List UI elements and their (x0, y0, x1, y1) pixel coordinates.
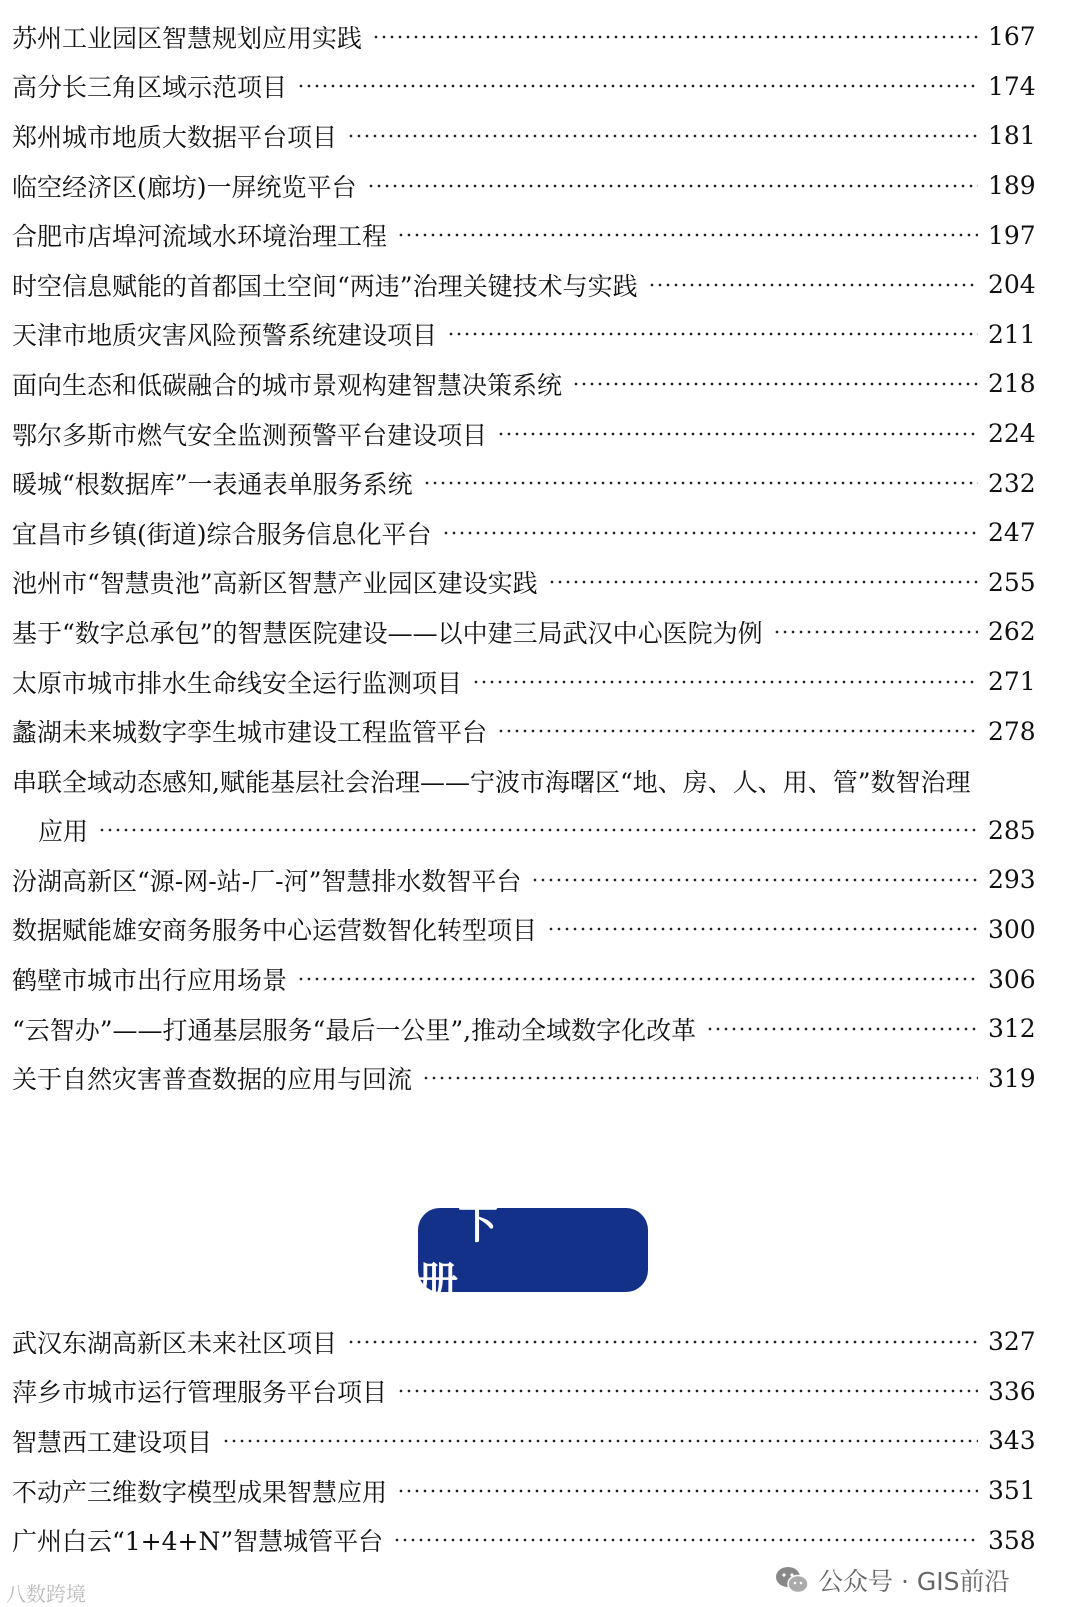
toc-entry-page-number: 181 (988, 121, 1036, 151)
toc-entry-title: 面向生态和低碳融合的城市景观构建智慧决策系统 (12, 370, 563, 400)
toc-entry-page-number: 211 (988, 319, 1036, 349)
toc-entry (12, 558, 1036, 608)
wechat-icon (774, 1565, 810, 1595)
toc-entry (12, 1515, 1036, 1565)
toc-entry (12, 806, 1036, 856)
toc-entry (12, 62, 1036, 112)
toc-entry (12, 12, 1036, 62)
toc-entry-title: 鹤壁市城市出行应用场景 (12, 966, 288, 996)
toc-entry-title: 暖城“根数据库”一表通表单服务系统 (12, 470, 413, 500)
toc-entry (12, 210, 1036, 260)
toc-entry-title: 不动产三维数字模型成果智慧应用 (12, 1477, 388, 1507)
toc-entry (12, 310, 1036, 360)
toc-entry-page-number: 312 (988, 1014, 1036, 1044)
toc-entry-title: 天津市地质灾害风险预警系统建设项目 (12, 321, 438, 351)
toc-entry (12, 905, 1036, 955)
toc-entry-title: 合肥市店埠河流域水环境治理工程 (12, 222, 388, 252)
toc-entry-page-number: 232 (988, 468, 1036, 498)
toc-entry-title: 萍乡市城市运行管理服务平台项目 (12, 1378, 388, 1408)
toc-entry-page-number: 204 (988, 270, 1036, 300)
toc-entry (12, 1367, 1036, 1417)
toc-entry-page-number: 327 (988, 1327, 1036, 1357)
toc-entry-page-number: 351 (988, 1476, 1036, 1506)
watermark-right-label: 公众号 · GIS前沿 (818, 1567, 1010, 1596)
toc-entry (12, 1466, 1036, 1516)
toc-dot-leader (531, 877, 978, 883)
toc-entry-title: 关于自然灾害普查数据的应用与回流 (12, 1065, 413, 1095)
toc-dot-leader (648, 282, 978, 288)
toc-dot-leader (547, 926, 978, 932)
toc-entry-title: 武汉东湖高新区未来社区项目 (12, 1328, 338, 1358)
toc-entry-page-number: 262 (988, 617, 1036, 647)
toc-dot-leader (347, 133, 978, 139)
toc-entry (12, 1317, 1036, 1367)
toc-dot-leader (397, 1488, 978, 1494)
toc-dot-leader (393, 1537, 978, 1543)
toc-entry-title: 鄂尔多斯市燃气安全监测预警平台建设项目 (12, 420, 488, 450)
toc-entry-title: 智慧西工建设项目 (12, 1427, 213, 1457)
toc-entry (12, 607, 1036, 657)
toc-entry-title: 汾湖高新区“源-网-站-厂-河”智慧排水数智平台 (12, 866, 522, 896)
toc-entry (12, 657, 1036, 707)
toc-entry-page-number: 197 (988, 220, 1036, 250)
toc-entry-title: 蠡湖未来城数字孪生城市建设工程监管平台 (12, 718, 488, 748)
toc-dot-leader (472, 679, 978, 685)
toc-dot-leader (572, 381, 978, 387)
toc-lower-list (12, 1317, 1036, 1565)
toc-entry (12, 1416, 1036, 1466)
toc-entry-page-number: 278 (988, 716, 1036, 746)
section-badge-label: 下 册 (418, 1202, 538, 1305)
toc-entry-page-number: 247 (988, 518, 1036, 548)
toc-entry-title: 应用 (38, 817, 89, 847)
toc-entry-page-number: 285 (988, 815, 1036, 845)
toc-entry-page-number: 174 (988, 71, 1036, 101)
toc-dot-leader (297, 976, 978, 982)
toc-entry-title: 池州市“智慧贵池”高新区智慧产业园区建设实践 (12, 569, 538, 599)
toc-dot-leader (372, 34, 978, 40)
toc-entry-title: 郑州城市地质大数据平台项目 (12, 122, 338, 152)
toc-dot-leader (397, 1388, 978, 1394)
toc-upper-list (12, 12, 1036, 1103)
toc-entry-title: 太原市城市排水生命线安全运行监测项目 (12, 668, 463, 698)
toc-entry-title: “云智办”——打通基层服务“最后一公里”,推动全域数字化改革 (12, 1015, 697, 1045)
toc-dot-leader (222, 1438, 978, 1444)
toc-entry (12, 756, 1032, 806)
toc-entry-page-number: 255 (988, 567, 1036, 597)
toc-entry (12, 409, 1036, 459)
toc-dot-leader (422, 1075, 978, 1081)
toc-entry (12, 954, 1036, 1004)
toc-entry-title: 数据赋能雄安商务服务中心运营数智化转型项目 (12, 916, 538, 946)
toc-dot-leader (706, 1026, 978, 1032)
toc-entry-title: 临空经济区(廊坊)一屏统览平台 (12, 172, 357, 202)
toc-entry (12, 706, 1036, 756)
toc-entry (12, 260, 1036, 310)
toc-entry-page-number: 218 (988, 369, 1036, 399)
toc-entry (12, 458, 1036, 508)
toc-entry-page-number: 293 (988, 865, 1036, 895)
toc-entry-title: 基于“数字总承包”的智慧医院建设——以中建三局武汉中心医院为例 (12, 618, 763, 648)
toc-entry (12, 855, 1036, 905)
toc-entry (12, 1053, 1036, 1103)
toc-dot-leader (367, 183, 978, 189)
toc-dot-leader (447, 331, 978, 337)
toc-entry-title: 苏州工业园区智慧规划应用实践 (12, 23, 363, 53)
watermark-left: 八数跨境 (6, 1582, 86, 1606)
toc-dot-leader (442, 530, 978, 536)
toc-dot-leader (297, 83, 978, 89)
toc-dot-leader (497, 728, 978, 734)
toc-entry-page-number: 343 (988, 1426, 1036, 1456)
toc-entry (12, 359, 1036, 409)
toc-entry-page-number: 358 (988, 1525, 1036, 1555)
toc-dot-leader (347, 1339, 978, 1345)
toc-dot-leader (497, 431, 978, 437)
toc-entry (12, 508, 1036, 558)
toc-entry (12, 1004, 1036, 1054)
toc-entry-page-number: 336 (988, 1376, 1036, 1406)
toc-entry-title: 广州白云“1+4+N”智慧城管平台 (12, 1527, 384, 1557)
toc-entry-page-number: 300 (988, 914, 1036, 944)
toc-entry-title: 串联全域动态感知,赋能基层社会治理——宁波市海曙区“地、房、人、用、管”数智治理 (12, 767, 971, 797)
toc-entry-page-number: 271 (988, 667, 1036, 697)
toc-entry-title: 宜昌市乡镇(街道)综合服务信息化平台 (12, 519, 432, 549)
section-badge-lower-volume (418, 1202, 648, 1305)
toc-entry-page-number: 224 (988, 419, 1036, 449)
toc-dot-leader (423, 480, 978, 486)
toc-entry-page-number: 319 (988, 1063, 1036, 1093)
toc-dot-leader (98, 827, 978, 833)
toc-entry-title: 时空信息赋能的首都国土空间“两违”治理关键技术与实践 (12, 271, 638, 301)
watermark-right (774, 1562, 1009, 1598)
toc-dot-leader (397, 232, 978, 238)
toc-entry-page-number: 167 (988, 22, 1036, 52)
toc-entry-page-number: 306 (988, 964, 1036, 994)
toc-entry (12, 111, 1036, 161)
toc-dot-leader (548, 579, 978, 585)
toc-entry-page-number: 189 (988, 171, 1036, 201)
toc-dot-leader (773, 629, 978, 635)
toc-entry-title: 高分长三角区域示范项目 (12, 73, 288, 103)
toc-entry (12, 161, 1036, 211)
